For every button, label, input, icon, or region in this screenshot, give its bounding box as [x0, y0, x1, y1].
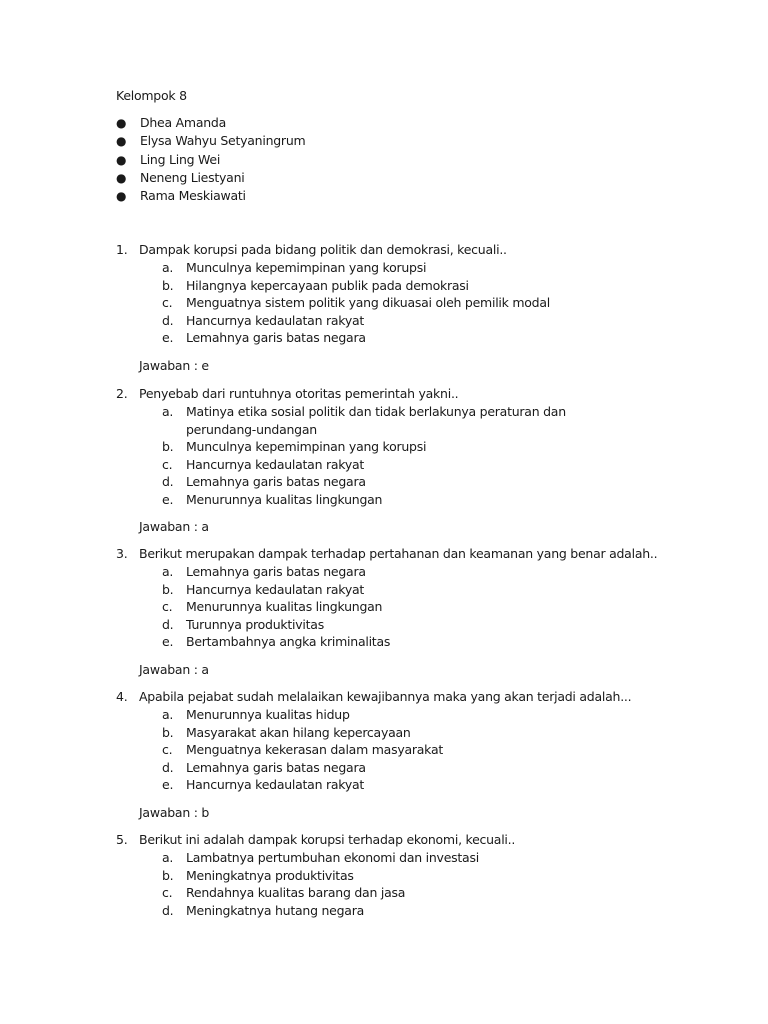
question-1	[116, 241, 736, 375]
question-text: Dampak korupsi pada bidang politik dan demokrasi, kecuali..	[139, 242, 507, 257]
option-b	[116, 724, 626, 742]
option-a	[116, 706, 626, 724]
option-c	[116, 598, 626, 616]
option-letter: a.	[162, 404, 174, 419]
group-title: Kelompok 8	[116, 88, 187, 103]
member-item	[116, 169, 305, 187]
question-stem	[116, 545, 736, 563]
option-list	[116, 849, 736, 919]
option-text: Menurunnya kualitas lingkungan	[186, 599, 383, 614]
option-a	[116, 849, 626, 867]
member-name: Neneng Liestyani	[140, 169, 245, 185]
option-text: Lemahnya garis batas negara	[186, 474, 366, 489]
option-letter: c.	[162, 295, 173, 310]
member-name: Dhea Amanda	[140, 115, 227, 130]
option-d	[116, 759, 626, 777]
option-list	[116, 563, 736, 651]
option-text: Hancurnya kedaulatan rakyat	[186, 312, 365, 328]
answer-key: Jawaban : e	[139, 357, 209, 373]
member-item	[116, 132, 305, 150]
option-e	[116, 776, 626, 794]
option-a	[116, 259, 626, 277]
option-letter: c.	[162, 456, 173, 472]
question-text: Berikut ini adalah dampak korupsi terhadap ekonomi, kecuali..	[139, 832, 516, 847]
option-text: Masyarakat akan hilang kepercayaan	[186, 724, 411, 740]
option-letter: c.	[162, 742, 173, 757]
option-letter: d.	[162, 312, 174, 328]
question-stem	[116, 241, 736, 259]
option-letter: c.	[162, 599, 173, 614]
option-text: Hancurnya kedaulatan rakyat	[186, 777, 365, 792]
option-letter: d.	[162, 616, 174, 632]
option-text: Meningkatnya produktivitas	[186, 867, 354, 883]
member-item	[116, 114, 305, 132]
option-d	[116, 616, 626, 634]
option-list	[116, 706, 736, 794]
option-d	[116, 312, 626, 330]
question-number: 1.	[116, 242, 128, 257]
option-letter: d.	[162, 902, 174, 918]
member-list	[116, 114, 305, 205]
option-letter: c.	[162, 885, 173, 900]
option-letter: a.	[162, 260, 174, 275]
option-b	[116, 867, 626, 885]
question-3	[116, 545, 736, 679]
option-letter: e.	[162, 777, 174, 792]
option-letter: b.	[162, 724, 174, 740]
question-text: Berikut merupakan dampak terhadap pertahanan dan keamanan yang benar adalah..	[139, 546, 658, 561]
option-b	[116, 581, 626, 599]
option-letter: b.	[162, 439, 174, 454]
option-e	[116, 329, 626, 347]
member-item	[116, 151, 305, 169]
option-text: Rendahnya kualitas barang dan jasa	[186, 885, 406, 900]
option-d	[116, 902, 626, 920]
option-text: Hancurnya kedaulatan rakyat	[186, 581, 365, 597]
option-text: Munculnya kepemimpinan yang korupsi	[186, 260, 427, 275]
option-letter: e.	[162, 491, 174, 507]
option-a	[116, 563, 626, 581]
option-letter: b.	[162, 581, 174, 597]
option-letter: a.	[162, 850, 174, 865]
option-text: Menguatnya sistem politik yang dikuasai oleh pemilik modal	[186, 295, 551, 310]
question-stem	[116, 385, 736, 403]
option-letter: d.	[162, 759, 174, 775]
question-number: 2.	[116, 386, 128, 401]
question-number: 3.	[116, 546, 128, 561]
option-text: Lemahnya garis batas negara	[186, 564, 366, 579]
option-letter: d.	[162, 474, 174, 489]
option-b	[116, 277, 626, 295]
question-number: 5.	[116, 832, 128, 847]
bullet-icon: ●	[116, 170, 127, 185]
option-letter: e.	[162, 634, 174, 649]
option-text: Hilangnya kepercayaan publik pada demokrasi	[186, 277, 469, 293]
bullet-icon: ●	[116, 189, 127, 203]
option-text: Lemahnya garis batas negara	[186, 759, 366, 775]
answer-key: Jawaban : a	[139, 519, 209, 534]
option-text: Menurunnya kualitas lingkungan	[186, 491, 383, 507]
member-name: Ling Ling Wei	[140, 151, 221, 167]
option-e	[116, 491, 626, 509]
option-c	[116, 294, 626, 312]
option-e	[116, 633, 626, 651]
option-d	[116, 473, 626, 491]
question-text: Penyebab dari runtuhnya otoritas pemerintah yakni..	[139, 386, 459, 401]
bullet-icon: ●	[116, 152, 127, 167]
option-text: Lambatnya pertumbuhan ekonomi dan investasi	[186, 850, 479, 865]
question-stem	[116, 831, 736, 849]
option-text: Menguatnya kekerasan dalam masyarakat	[186, 742, 444, 757]
option-text: Turunnya produktivitas	[186, 616, 324, 632]
member-name: Elysa Wahyu Setyaningrum	[140, 133, 306, 149]
answer-key: Jawaban : a	[139, 661, 209, 677]
option-letter: a.	[162, 564, 174, 579]
option-text: Munculnya kepemimpinan yang korupsi	[186, 439, 427, 454]
option-list	[116, 403, 736, 508]
question-2	[116, 385, 736, 536]
option-a	[116, 403, 626, 438]
option-letter: e.	[162, 330, 174, 345]
option-text: Lemahnya garis batas negara	[186, 330, 366, 345]
option-letter: a.	[162, 707, 174, 722]
bullet-icon: ●	[116, 116, 127, 130]
option-text: Meningkatnya hutang negara	[186, 902, 365, 918]
question-stem	[116, 688, 736, 706]
question-5	[116, 831, 736, 919]
question-number: 4.	[116, 689, 128, 704]
option-text: Bertambahnya angka kriminalitas	[186, 634, 391, 649]
option-list	[116, 259, 736, 347]
option-c	[116, 884, 626, 902]
option-letter: b.	[162, 867, 174, 883]
question-4	[116, 688, 736, 822]
option-text: Menurunnya kualitas hidup	[186, 707, 350, 722]
bullet-icon: ●	[116, 134, 127, 149]
answer-key: Jawaban : b	[139, 804, 210, 820]
option-text: Hancurnya kedaulatan rakyat	[186, 456, 365, 472]
member-item	[116, 187, 305, 205]
option-letter: b.	[162, 277, 174, 293]
member-name: Rama Meskiawati	[140, 188, 246, 203]
option-c	[116, 741, 626, 759]
option-c	[116, 456, 626, 474]
question-text: Apabila pejabat sudah melalaikan kewajibannya maka yang akan terjadi adalah...	[139, 689, 632, 704]
option-text: Matinya etika sosial politik dan tidak berlakunya peraturan dan perundang-undangan	[186, 404, 566, 437]
option-b	[116, 438, 626, 456]
